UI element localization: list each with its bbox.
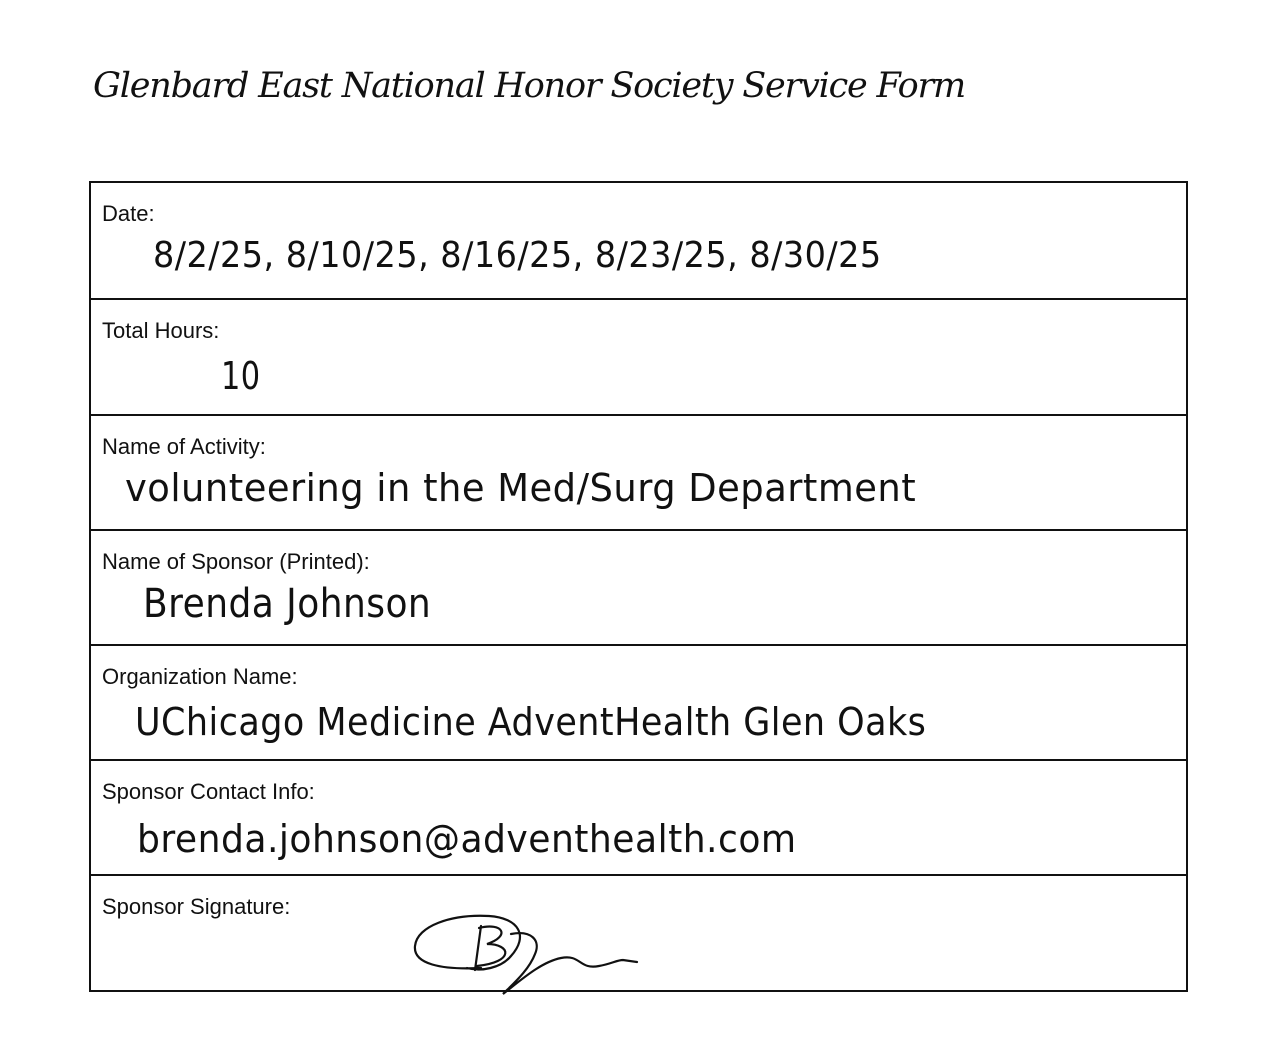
activity-label: Name of Activity:: [102, 434, 266, 459]
contact-label: Sponsor Contact Info:: [102, 779, 315, 804]
date-value[interactable]: 8/2/25, 8/10/25, 8/16/25, 8/23/25, 8/30/25: [153, 235, 882, 276]
activity-row: [91, 414, 1186, 529]
contact-row: [91, 759, 1186, 874]
total-hours-value[interactable]: 10: [221, 354, 261, 398]
contact-value[interactable]: brenda.johnson@adventhealth.com: [137, 817, 797, 861]
total-hours-label: Total Hours:: [102, 318, 220, 343]
activity-value[interactable]: volunteering in the Med/Surg Department: [125, 466, 917, 510]
total-hours-row: [91, 298, 1186, 414]
organization-value[interactable]: UChicago Medicine AdventHealth Glen Oaks: [135, 700, 927, 744]
sponsor-name-row: [91, 529, 1186, 644]
form-title: Glenbard East National Honor Society Service Form: [93, 66, 966, 106]
sponsor-name-value[interactable]: Brenda Johnson: [143, 581, 432, 627]
service-form-table: [89, 181, 1188, 992]
sponsor-name-label: Name of Sponsor (Printed):: [102, 549, 370, 574]
date-label: Date:: [102, 201, 155, 226]
sponsor-signature-image: [411, 896, 651, 996]
organization-row: [91, 644, 1186, 759]
organization-label: Organization Name:: [102, 664, 298, 689]
date-row: [91, 183, 1186, 298]
signature-row: [91, 874, 1186, 990]
signature-label: Sponsor Signature:: [102, 894, 291, 919]
